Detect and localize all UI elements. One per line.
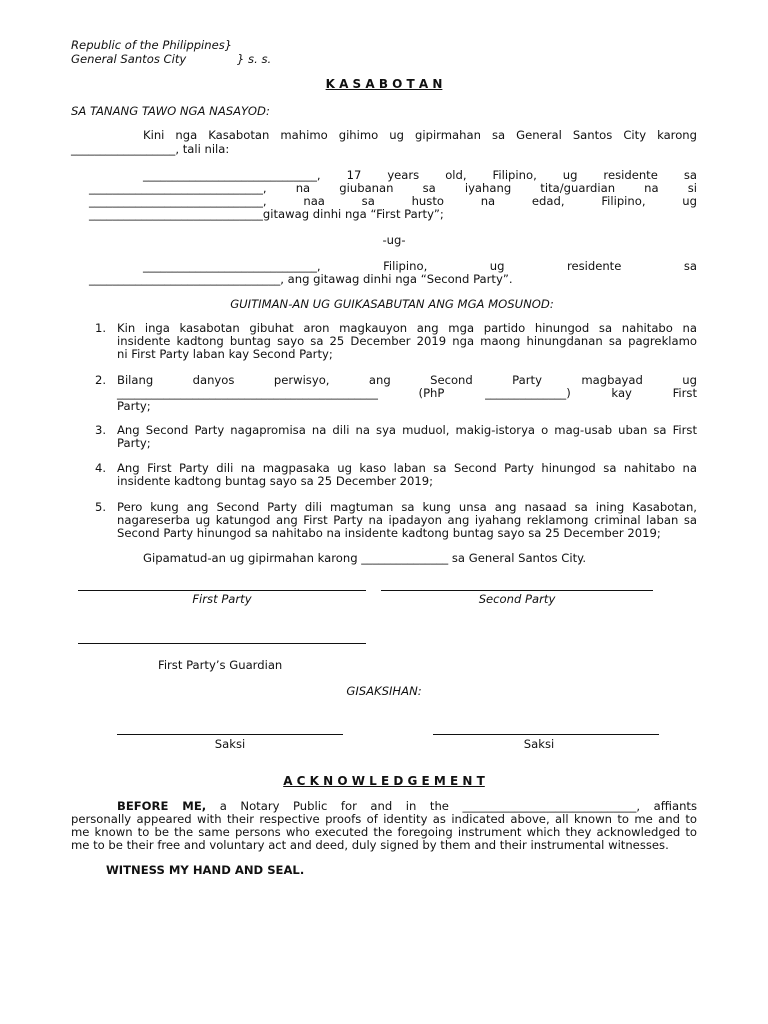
signing-statement: Gipamatud-an ug gipirmahan karong _______________ sa General Santos City. [143,551,587,565]
intro-line-2: __________________, tali nila: [71,142,230,156]
second-party-signature-line [381,590,653,591]
first-party-line-2: ______________________________, na giubanan sa iyahang tita/guardian na si [89,181,697,195]
guardian-signature-line [78,643,366,644]
salutation: SA TANANG TAWO NGA NASAYOD: [71,104,270,118]
guardian-label: First Party’s Guardian [158,658,283,672]
first-party-line-1: ______________________________, 17 years old, Filipino, ug residente sa [143,168,697,182]
item-number: 3. [95,423,107,437]
acknowledgement-title: A C K N O W L E D G E M E N T [283,774,485,788]
item-5-line-3: Second Party hinungod sa nahitabo na insidente kadtong buntag sayo sa 25 December 2019; [117,526,661,540]
first-party-signature-line [78,590,366,591]
ack-line-1-text: a Notary Public for and in the ______________________________, affiants [206,799,698,813]
item-1-line-1: Kin inga kasabotan gibuhat aron magkauyon ang mga partido hinungod sa nahitabo na [117,321,697,335]
item-number: 5. [95,500,107,514]
item-number: 2. [95,373,107,387]
item-2-line-1: Bilang danyos perwisyo, ang Second Party magbayad ug [117,373,697,387]
item-3-line-2: Party; [117,436,151,450]
witness-2-label: Saksi [523,737,555,751]
item-1-line-3: ni First Party laban kay Second Party; [117,347,333,361]
item-4-line-2: insidente kadtong buntag sayo sa 25 December 2019; [117,474,434,488]
item-2-line-2: _____________________________________________ (PhP ______________) kay First [117,386,697,400]
item-5-line-2: nagareserba ug katungod ang First Party na ipadayon ang iyahang reklamong criminal laban sa [117,513,697,527]
second-party-label: Second Party [478,592,556,606]
item-2-line-3: Party; [117,399,151,413]
witness-1-label: Saksi [214,737,246,751]
intro-line-1: Kini nga Kasabotan mahimo gihimo ug gipirmahan sa General Santos City karong [143,128,697,142]
first-party-line-3: ______________________________, naa sa husto na edad, Filipino, ug [89,194,697,208]
ack-line-2: personally appeared with their respective proofs of identity as indicated above, all known to me and to [71,812,697,826]
second-party-line-1: ______________________________, Filipino, ug residente sa [143,259,697,273]
before-me-label: BEFORE ME, [117,799,207,813]
witness-heading: GISAKSIHAN: [346,684,422,698]
second-party-line-2: _________________________________, ang gitawag dinhi nga “Second Party”. [89,272,513,286]
page-title: K A S A B O T A N [325,77,443,91]
item-1-line-2: insidente kadtong buntag sayo sa 25 December 2019 nga maong hinungdanan sa pagreklamo [117,334,697,348]
item-5-line-1: Pero kung ang Second Party dili magtuman sa kung unsa ang nasaad sa ining Kasabotan, [117,500,697,514]
ug-separator: -ug- [382,233,406,247]
witness-hand-seal: WITNESS MY HAND AND SEAL. [106,863,305,877]
item-3-line-1: Ang Second Party nagapromisa na dili na sya muduol, makig-istorya o mag-usab uban sa First [117,423,697,437]
item-number: 1. [95,321,107,335]
ack-line-3: me known to be the same persons who executed the foregoing instrument which they acknowledged to [71,825,697,839]
ack-line-4: me to be their free and voluntary act and deed, duly signed by them and their instrumental witnesses. [71,838,669,852]
first-party-label: First Party [192,592,252,606]
header-republic: Republic of the Philippines} [71,38,233,52]
witness-1-signature-line [117,734,343,735]
conditions-heading: GUITIMAN-AN UG GUIKASABUTAN ANG MGA MOSUNOD: [230,297,554,311]
first-party-line-4: ______________________________gitawag dinhi nga “First Party”; [89,207,444,221]
item-number: 4. [95,461,107,475]
header-ss: } s. s. [237,52,272,66]
witness-2-signature-line [433,734,659,735]
item-4-line-1: Ang First Party dili na magpasaka ug kaso laban sa Second Party hinungod sa nahitabo na [117,461,697,475]
header-city: General Santos City [71,52,187,66]
ack-line-1 [117,799,697,813]
